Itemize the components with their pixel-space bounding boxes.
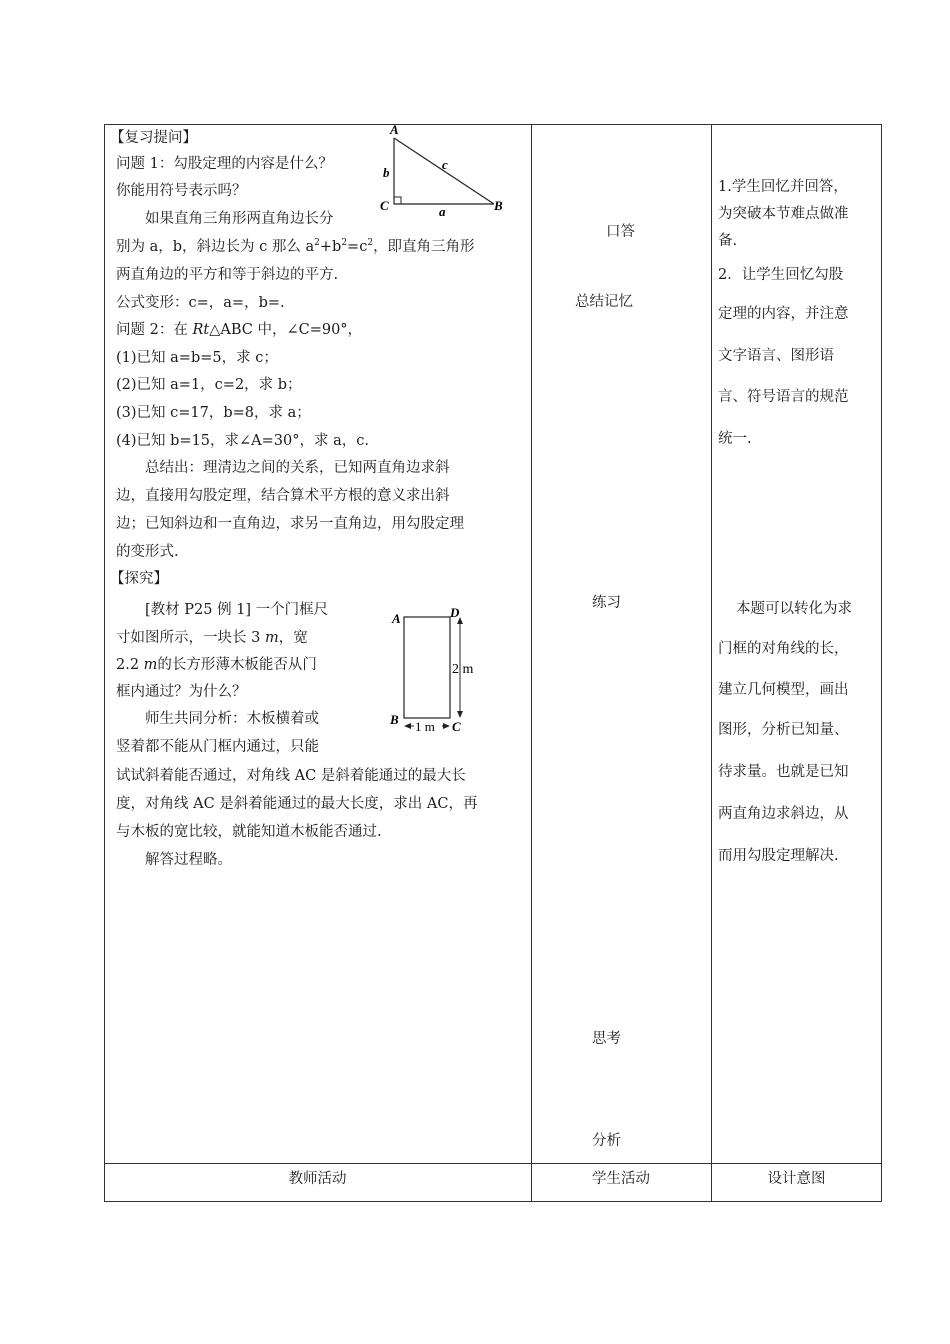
- right-triangle-figure: [376, 120, 516, 220]
- footer-teacher-activity: 教师活动: [288, 1171, 347, 1187]
- footer-student-activity: 学生活动: [592, 1171, 650, 1187]
- rect-label-B: B: [390, 712, 399, 727]
- summary-line-4: 的变形式.: [116, 544, 179, 560]
- intent-1-line-1: 1.学生回忆并回答，: [718, 179, 848, 195]
- question-2: 问题 2：在 Rt△ABC 中，∠C=90°，: [116, 322, 363, 338]
- example-line-1: [教材 P25 例 1] 一个门框尺: [145, 602, 329, 618]
- rect-width-label: 1 m: [415, 719, 435, 734]
- example-line-4: 框内通过？为什么？: [116, 684, 247, 700]
- question-1-line-1: 问题 1：勾股定理的内容是什么？: [116, 156, 333, 172]
- intent-2-line-1: 2．让学生回忆勾股: [718, 267, 844, 283]
- triangle-label-A: A: [390, 122, 399, 137]
- question-2-item-3: (3)已知 c=17，b=8，求 a；: [116, 405, 311, 421]
- intent-3-line-3: 建立几何模型，画出: [718, 682, 849, 698]
- example-line-2: 寸如图所示，一块长 3 m，宽: [116, 630, 308, 646]
- column-divider-1: [531, 125, 532, 1201]
- intent-2-line-3: 文字语言、图形语: [718, 348, 834, 364]
- summary-line-2: 边，直接用勾股定理，结合算术平方根的意义求出斜: [116, 488, 450, 504]
- door-frame-figure: [386, 600, 496, 740]
- rect-label-C: C: [452, 719, 461, 734]
- intent-3-line-7: 而用勾股定理解决.: [718, 848, 839, 864]
- paragraph-1-line-1: 如果直角三角形两直角边长分: [145, 211, 334, 227]
- example-line-3: 2.2 m的长方形薄木板能否从门: [116, 657, 317, 673]
- question-1-line-2: 你能用符号表示吗？: [116, 183, 247, 199]
- intent-2-line-5: 统一.: [718, 431, 752, 447]
- intent-2-line-2: 定理的内容，并注意: [718, 306, 849, 322]
- formula-transform: 公式变形：c=，a=，b=.: [116, 295, 285, 311]
- explore-header: 【探究】: [110, 571, 168, 587]
- triangle-label-B: B: [494, 198, 503, 213]
- summary-line-3: 边；已知斜边和一直角边，求另一直角边，用勾股定理: [116, 516, 464, 532]
- analysis-line-3: 试试斜着能否通过，对角线 AC 是斜着能通过的最大长: [116, 768, 466, 784]
- analysis-line-5: 与木板的宽比较，就能知道木板能否通过.: [116, 824, 382, 840]
- column-divider-2: [711, 125, 712, 1201]
- student-summary: 总结记忆: [575, 294, 633, 310]
- intent-3-line-4: 图形，分析已知量、: [718, 722, 849, 738]
- summary-line-1: 总结出：理清边之间的关系，已知两直角边求斜: [145, 460, 450, 476]
- paragraph-1-line-2: 别为 a，b，斜边长为 c 那么 $a^2+b^2=c^2$，即直角三角形: [116, 238, 475, 255]
- triangle-label-b: b: [383, 165, 390, 180]
- review-header: 【复习提问】: [110, 130, 197, 146]
- intent-2-line-4: 言、符号语言的规范: [718, 389, 849, 405]
- intent-3-line-5: 待求量。也就是已知: [718, 764, 849, 780]
- student-analyze: 分析: [592, 1133, 621, 1149]
- intent-3-line-1: 本题可以转化为求: [736, 601, 852, 617]
- analysis-line-6: 解答过程略。: [145, 852, 232, 868]
- analysis-line-1: 师生共同分析：木板横着或: [145, 711, 319, 727]
- footer-divider: [105, 1163, 881, 1164]
- triangle-label-a: a: [439, 204, 446, 219]
- triangle-label-c: c: [442, 157, 448, 172]
- student-oral: 口答: [606, 224, 635, 240]
- intent-1-line-3: 备.: [718, 233, 738, 249]
- student-practice: 练习: [592, 595, 621, 611]
- question-2-item-1: (1)已知 a=b=5，求 c；: [116, 350, 278, 366]
- rect-height-label: 2 m: [452, 662, 474, 677]
- intent-3-line-6: 两直角边求斜边，从: [718, 806, 849, 822]
- rect-label-A: A: [392, 611, 401, 626]
- analysis-line-4: 度，对角线 AC 是斜着能通过的最大长度，求出 AC，再: [116, 796, 478, 812]
- intent-3-line-2: 门框的对角线的长，: [718, 641, 849, 657]
- intent-1-line-2: 为突破本节难点做准: [718, 206, 849, 222]
- triangle-label-C: C: [380, 198, 389, 213]
- question-2-item-4: (4)已知 b=15，求∠A=30°，求 a，c.: [116, 433, 369, 449]
- analysis-line-2: 竖着都不能从门框内通过，只能: [116, 739, 319, 755]
- rect-label-D: D: [450, 605, 460, 620]
- question-2-item-2: (2)已知 a=1，c=2，求 b；: [116, 377, 302, 393]
- footer-design-intent: 设计意图: [767, 1171, 826, 1187]
- student-think: 思考: [592, 1031, 621, 1047]
- paragraph-1-line-3: 两直角边的平方和等于斜边的平方.: [116, 267, 339, 283]
